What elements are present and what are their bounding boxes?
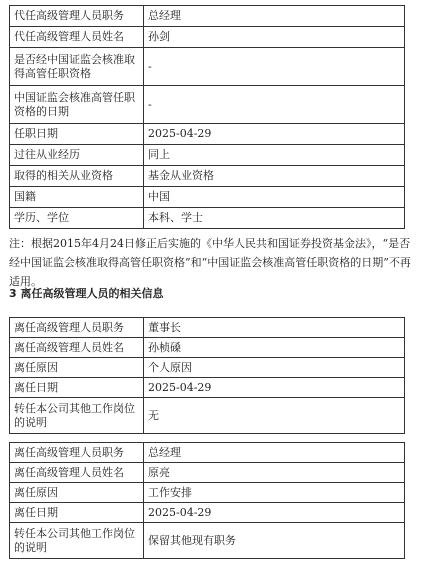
table-row [10,166,405,187]
table-row [10,318,405,338]
table-row [10,503,405,523]
row-value: 孙桢磉 [144,338,405,358]
row-value: 董事长 [144,318,405,338]
row-label: 中国证监会核准高管任职资格的日期 [10,86,144,124]
section-heading: 3 离任高级管理人员的相关信息 [9,287,164,300]
row-label: 转任本公司其他工作岗位的说明 [10,398,144,434]
table-row [10,48,405,86]
table-row [10,187,405,208]
departing-gm-table [9,442,405,559]
table-row [10,483,405,503]
row-label: 离任高级管理人员职务 [10,443,144,463]
row-label: 离任高级管理人员姓名 [10,338,144,358]
departing-chairman-table [9,317,405,434]
row-value: - [144,86,405,124]
row-label: 离任原因 [10,358,144,378]
row-label: 离任高级管理人员姓名 [10,463,144,483]
row-value: 工作安排 [144,483,405,503]
row-label: 任职日期 [10,124,144,145]
row-value: - [144,48,405,86]
row-label: 代任高级管理人员姓名 [10,27,144,48]
row-label: 国籍 [10,187,144,208]
row-value: 保留其他现有职务 [144,523,405,559]
table-row [10,6,405,27]
table-row [10,358,405,378]
row-value: 原亮 [144,463,405,483]
row-value: 本科、学士 [144,208,405,229]
row-label: 离任日期 [10,378,144,398]
row-label: 学历、学位 [10,208,144,229]
table-row [10,398,405,434]
legal-note: 注：根据2015年4月24日修正后实施的《中华人民共和国证券投资基金法》，“是否经中国证监会核准取得高管任职资格”和“中国证监会核准高管任职资格的日期”不再适用。 [9,237,411,288]
row-label: 转任本公司其他工作岗位的说明 [10,523,144,559]
table-row [10,378,405,398]
row-value: 总经理 [144,6,405,27]
row-label: 过往从业经历 [10,145,144,166]
row-value: 基金从业资格 [144,166,405,187]
row-value: 2025-04-29 [144,503,405,523]
row-label: 离任日期 [10,503,144,523]
row-value: 个人原因 [144,358,405,378]
row-label: 是否经中国证监会核准取得高管任职资格 [10,48,144,86]
table-row [10,208,405,229]
row-label: 离任高级管理人员职务 [10,318,144,338]
table-row [10,523,405,559]
row-value: 无 [144,398,405,434]
row-label: 取得的相关从业资格 [10,166,144,187]
row-label: 代任高级管理人员职务 [10,6,144,27]
table-row [10,463,405,483]
table-row [10,124,405,145]
row-value: 2025-04-29 [144,378,405,398]
table-row [10,338,405,358]
table-row [10,27,405,48]
row-value: 中国 [144,187,405,208]
table-row [10,86,405,124]
row-value: 孙剑 [144,27,405,48]
acting-manager-table [9,5,405,229]
table-row [10,443,405,463]
table-row [10,145,405,166]
row-value: 2025-04-29 [144,124,405,145]
row-label: 离任原因 [10,483,144,503]
row-value: 总经理 [144,443,405,463]
row-value: 同上 [144,145,405,166]
